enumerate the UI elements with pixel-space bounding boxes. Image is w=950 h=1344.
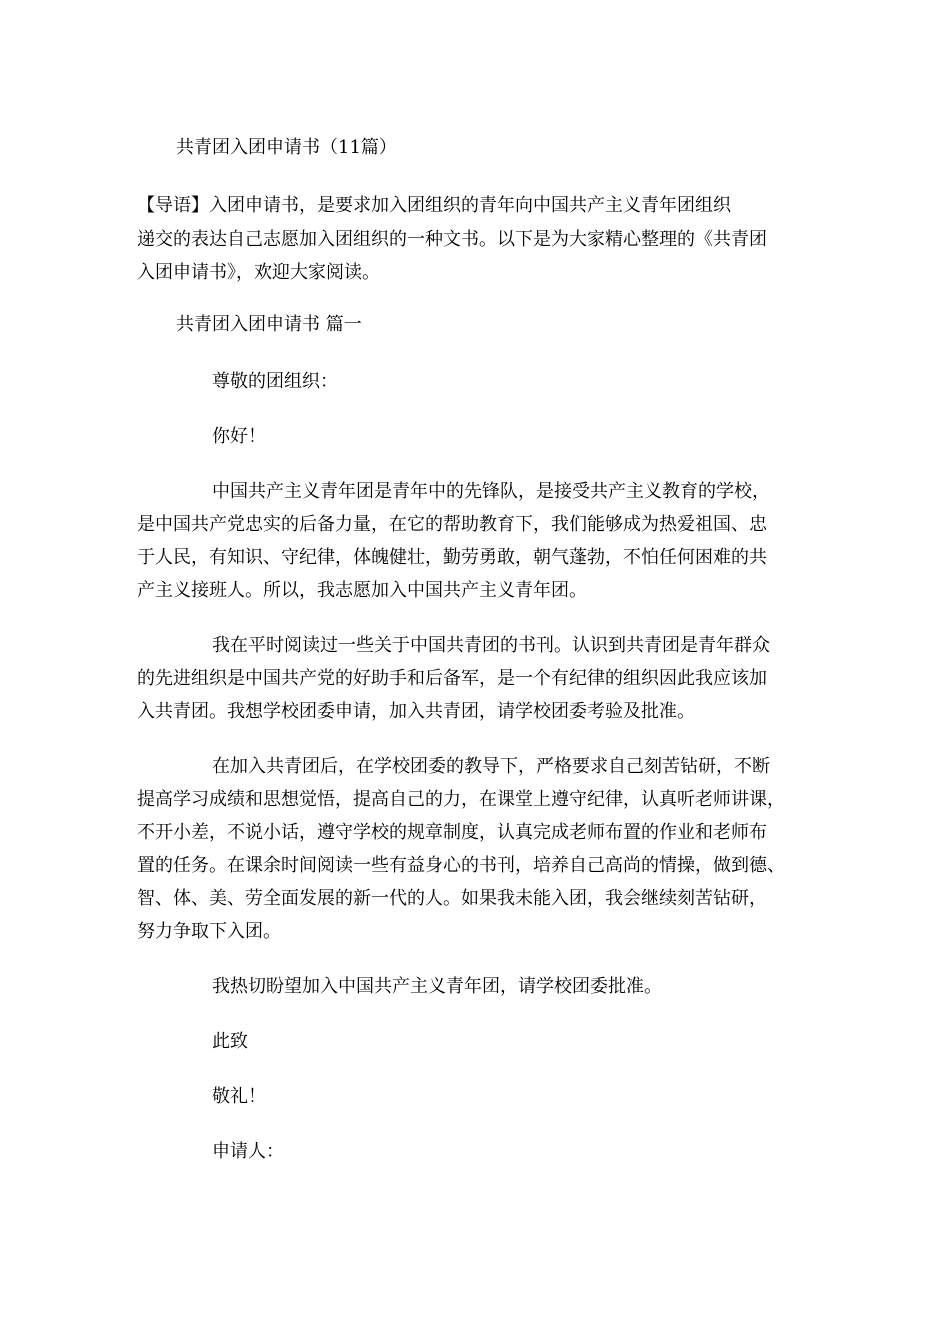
paragraph-line: 产主义接班人。所以，我志愿加入中国共产主义青年团。	[137, 580, 587, 601]
paragraph-line: 不开小差，不说小话，遵守学校的规章制度，认真完成老师布置的作业和老师布	[137, 822, 767, 843]
paragraph-line: 的先进组织是中国共产党的好助手和后备军，是一个有纪律的组织因此我应该加	[137, 668, 767, 689]
paragraph-line: 是中国共产党忠实的后备力量，在它的帮助教育下，我们能够成为热爱祖国、忠	[137, 514, 767, 535]
closing-zhici: 此致	[212, 1031, 248, 1052]
paragraph-line: 中国共产主义青年团是青年中的先锋队，是接受共产主义教育的学校，	[212, 481, 770, 502]
paragraph-line: 在加入共青团后，在学校团委的教导下，严格要求自己刻苦钻研，不断	[212, 756, 770, 777]
greeting: 你好！	[212, 426, 266, 447]
intro-line: 入团申请书》，欢迎大家阅读。	[137, 262, 380, 283]
closing-jingli: 敬礼！	[212, 1086, 266, 1107]
salutation: 尊敬的团组织：	[212, 371, 338, 392]
section-heading: 共青团入团申请书 篇一	[176, 314, 362, 335]
paragraph-line: 提高学习成绩和思想觉悟，提高自己的力，在课堂上遵守纪律，认真听老师讲课，	[137, 789, 785, 810]
paragraph-line: 智、体、美、劳全面发展的新一代的人。如果我未能入团，我会继续刻苦钻研，	[137, 888, 767, 909]
intro-line: 递交的表达自己志愿加入团组织的一种文书。以下是为大家精心整理的《共青团	[137, 229, 767, 250]
paragraph-line: 入共青团。我想学校团委申请，加入共青团，请学校团委考验及批准。	[137, 701, 695, 722]
body-paragraph-4: 我热切盼望加入中国共产主义青年团，请学校团委批准。	[212, 976, 662, 997]
paragraph-line: 我在平时阅读过一些关于中国共青团的书刊。认识到共青团是青年群众	[212, 635, 770, 656]
paragraph-line: 于人民，有知识、守纪律，体魄健壮，勤劳勇敢，朝气蓬勃，不怕任何困难的共	[137, 547, 767, 568]
intro-line: 【导语】入团申请书，是要求加入团组织的青年向中国共产主义青年团组织	[137, 195, 731, 216]
applicant-label: 申请人：	[212, 1141, 284, 1162]
document-title: 共青团入团申请书（11篇）	[176, 137, 397, 158]
paragraph-line: 努力争取下入团。	[137, 921, 281, 942]
paragraph-line: 置的任务。在课余时间阅读一些有益身心的书刊，培养自己高尚的情操，做到德、	[137, 855, 785, 876]
